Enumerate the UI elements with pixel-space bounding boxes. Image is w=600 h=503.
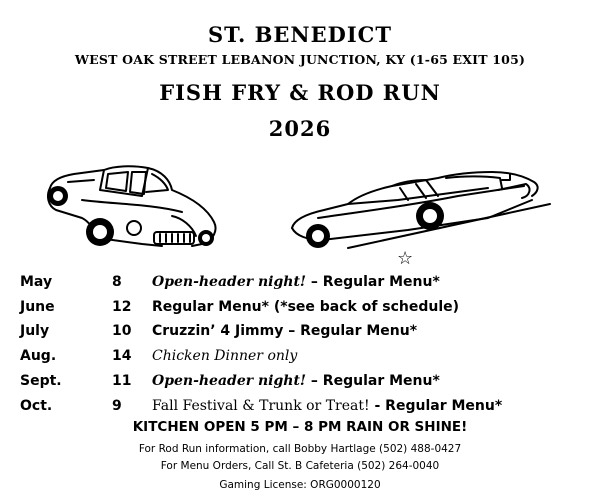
schedule-event-text: Fall Festival & Trunk or Treat! [152,398,370,414]
vintage-hot-rod-icon [42,160,222,255]
schedule-event-text: – Regular Menu* [306,373,440,389]
event-name: FISH FRY & ROD RUN [159,80,441,105]
schedule-month: July [20,323,50,339]
schedule-row [0,348,600,370]
schedule-day: 10 [112,323,132,339]
schedule-event-text: Open-header night! [152,274,307,290]
kitchen-hours: KITCHEN OPEN 5 PM – 8 PM RAIN OR SHINE! [132,419,468,435]
schedule-event-text: Regular Menu* (*see back of schedule) [152,299,460,315]
schedule-event [152,274,440,290]
schedule-month: Oct. [20,398,53,414]
schedule-event-text: - Regular Menu* [369,398,503,414]
schedule-month: May [20,274,53,290]
classic-lowrider-car-icon [288,166,553,251]
event-year: 2026 [268,116,332,141]
gaming-license: Gaming License: ORG0000120 [219,479,381,491]
flyer-title: ST. BENEDICT [207,22,393,47]
schedule-event [152,373,440,389]
schedule-row [0,274,600,296]
menu-orders-info: For Menu Orders, Call St. B Cafeteria (502) 264-0040 [160,460,440,472]
schedule-event [152,348,297,364]
schedule-day: 12 [112,299,132,315]
schedule-day: 11 [112,373,132,389]
star-icon: ☆ [397,248,414,269]
schedule-day: 14 [112,348,132,364]
schedule-day: 8 [112,274,122,290]
schedule-row [0,323,600,345]
schedule-event-text: Open-header night! [152,373,307,389]
schedule-event [152,398,502,414]
schedule-month: June [20,299,55,315]
schedule-row [0,373,600,395]
schedule-event-text: – Regular Menu* [306,274,440,290]
schedule-event-text: Chicken Dinner only [152,348,298,364]
schedule-day: 9 [112,398,122,414]
rod-run-info: For Rod Run information, call Bobby Hartlage (502) 488-0427 [138,443,462,455]
schedule-row [0,299,600,321]
schedule-event [152,323,417,339]
schedule-event-text: Cruzzin’ 4 Jimmy – Regular Menu* [152,323,418,339]
schedule-month: Sept. [20,373,62,389]
schedule-row [0,398,600,420]
flyer-address: WEST OAK STREET LEBANON JUNCTION, KY (1-65 EXIT 105) [74,52,526,67]
schedule-month: Aug. [20,348,57,364]
schedule-event [152,299,459,315]
